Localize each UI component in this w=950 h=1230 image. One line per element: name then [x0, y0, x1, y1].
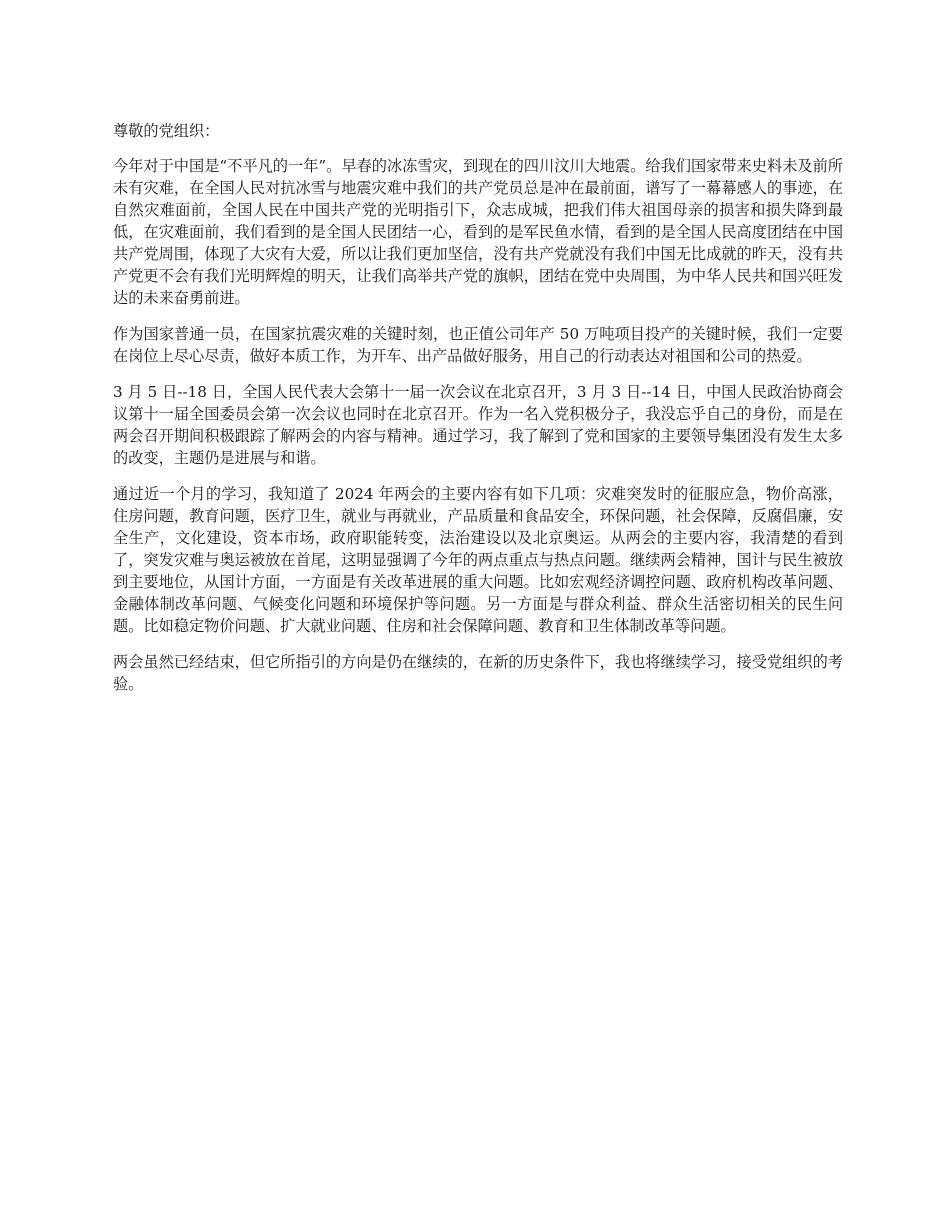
- paragraph-3: 3 月 5 日--18 日，全国人民代表大会第十一届一次会议在北京召开，3 月 3 日--14 日，中国人民政治协商会议第十一届全国委员会第一次会议也同时在北京召开。作为一名入党积极分子，我没忘乎自己的身份，而是在两会召开期间积极跟踪了解两会的内容与精神。通过学习，我了解到了党和国家的主要领导集团没有发生太多的改变，主题仍是进展与和谐。: [113, 383, 843, 467]
- paragraph-5: 两会虽然已经结束，但它所指引的方向是仍在继续的，在新的历史条件下，我也将继续学习，接受党组织的考验。: [113, 653, 843, 693]
- document-body: [113, 120, 843, 709]
- salutation: 尊敬的党组织：: [113, 122, 220, 140]
- paragraph-2: 作为国家普通一员，在国家抗震灾难的关键时刻，也正值公司年产 50 万吨项目投产的关键时候，我们一定要在岗位上尽心尽责，做好本质工作，为开车、出产品做好服务，用自己的行动表达对祖国和公司的热爱。: [113, 325, 843, 365]
- paragraph-4: 通过近一个月的学习，我知道了 2024 年两会的主要内容有如下几项：灾难突发时的征服应急，物价高涨，住房问题，教育问题，医疗卫生，就业与再就业，产品质量和食品安全，环保问题，社会保障，反腐倡廉，安全生产，文化建设，资本市场，政府职能转变，法治建设以及北京奥运。从两会的主要内容，我清楚的看到了，突发灾难与奥运被放在首尾，这明显强调了今年的两点重点与热点问题。继续两会精神，国计与民生被放到主要地位，从国计方面，一方面是有关改革进展的重大问题。比如宏观经济调控问题、政府机构改革问题、金融体制改革问题、气候变化问题和环境保护等问题。另一方面是与群众利益、群众生活密切相关的民生问题。比如稳定物价问题、扩大就业问题、住房和社会保障问题、教育和卫生体制改革等问题。: [113, 485, 843, 635]
- paragraph-1: 今年对于中国是“不平凡的一年”。早春的冰冻雪灾，到现在的四川汶川大地震。给我们国家带来史料未及前所未有灾难，在全国人民对抗冰雪与地震灾难中我们的共产党员总是冲在最前面，谱写了一幕幕感人的事迹，在自然灾难面前，全国人民在中国共产党的光明指引下，众志成城，把我们伟大祖国母亲的损害和损失降到最低，在灾难面前，我们看到的是全国人民团结一心，看到的是军民鱼水情，看到的是全国人民高度团结在中国共产党周围，体现了大灾有大爱，所以让我们更加坚信，没有共产党就没有我们中国无比成就的昨天，没有共产党更不会有我们光明辉煌的明天，让我们高举共产党的旗帜，团结在党中央周围，为中华人民共和国兴旺发达的未来奋勇前进。: [113, 157, 843, 307]
